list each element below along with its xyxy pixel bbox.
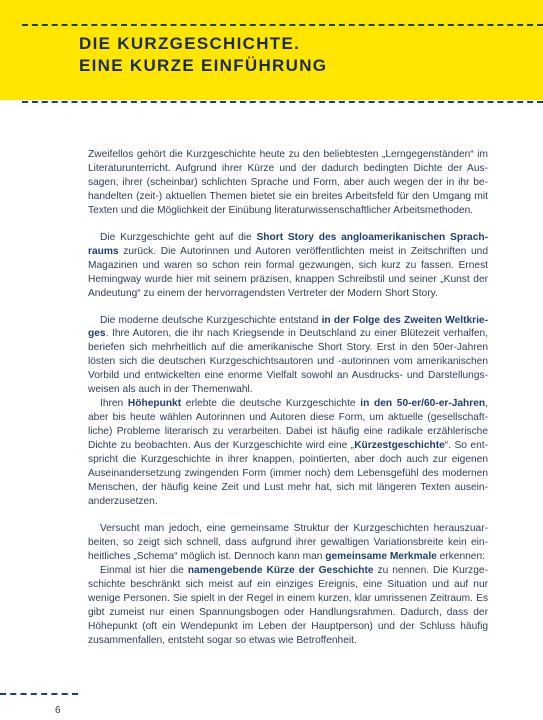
top-dashed-rule bbox=[22, 24, 543, 26]
header-bottom-dashed-rule bbox=[22, 101, 543, 103]
text-segment: zu nennen. Die Kurzgeschichte beschränkt sich meist auf ein einziges Ereignis, eine Situation und auf nur wenige Personen. Sie spielt in der Regel in einem kurzen, klar umrissenen Zeitraum. Es gibt zumeist nur einen Spannungsbogen oder Handlungsrahmen. Dadurch, dass der Höhepunkt (oft ein Wendepunkt im Leben der Hauptperson) und der Schluss häufig zusammenfallen, entsteht sogar so etwas wie Betroffenheit. bbox=[88, 564, 488, 646]
text-segment: erkennen: bbox=[436, 550, 485, 562]
bold-phrase: Kürzestgeschichte bbox=[354, 440, 445, 452]
title-line-1: DIE KURZGESCHICHTE. bbox=[79, 34, 301, 53]
text-segment: Zweifellos gehört die Kurzgeschichte heute zu den beliebtesten „Lerngegenständen“ im Literaturunterricht. Aufgrund ihrer Kürze und der dadurch bedingten Dichte der Aussagen, ihrer (scheinbar) schlichten Sprache und Form, aber auch wegen der in ihr behandelten (zeit-) aktuellen Themen bietet sie ein breites Arbeitsfeld für den Umgang mit Texten und die Möglichkeit der Einübung literaturwissenschaftlicher Arbeitsmethoden. bbox=[88, 149, 488, 216]
paragraph bbox=[88, 148, 488, 218]
page-title bbox=[79, 33, 327, 77]
bold-phrase: in der Folge des Zweiten Weltkrieges bbox=[88, 314, 489, 340]
page-number: 6 bbox=[55, 705, 61, 716]
bold-phrase: in den 50-er/60-er-Jahren bbox=[360, 398, 486, 410]
text-segment: . Ihre Autoren, die ihr nach Kriegsende in Deutschland zu einer Blütezeit verhalfen, beriefen sich mehrheitlich auf die amerikanische Short Story. Erst in den 50er-Jahren lösten sich die deutschen Kurzgeschichtsautoren und -autorinnen vom amerikanischen Vorbild und entwickelten eine enorme Vielfalt sowohl an Ausdrucks- und Darstellungsweisen als auch in der Themenwahl. bbox=[88, 328, 488, 396]
paragraph bbox=[88, 314, 488, 398]
bold-phrase: Short Story des angloamerikanischen Sprachraums bbox=[88, 231, 488, 257]
text-segment: Die moderne deutsche Kurzgeschichte entstand bbox=[100, 314, 322, 326]
text-segment: , aber bis heute wählen Autorinnen und Autoren diese Form, um aktuelle (gesellschaftliche) Probleme literarisch zu verarbeiten. Dabei ist häufig eine radikale erzählerische Dichte zu beobachten. Aus der Kurzgeschichte wird eine „ bbox=[88, 398, 488, 452]
bold-phrase: gemeinsame Merkmale bbox=[325, 550, 437, 562]
bold-phrase: Höhepunkt bbox=[127, 398, 182, 410]
footer-dashed-rule bbox=[0, 693, 78, 695]
title-line-2: EINE KURZE EINFÜHRUNG bbox=[79, 56, 328, 75]
text-segment: erlebte die deutsche Kurzgeschichte bbox=[181, 398, 361, 410]
text-segment: Versucht man jedoch, eine gemeinsame Struktur der Kurzgeschichten herauszuarbeiten, so zeigt sich schnell, dass aufgrund ihrer gewaltigen Variationsbreite kein einheitliches „Schema“ möglich ist. Dennoch kann man bbox=[88, 522, 488, 562]
text-segment: Ihren bbox=[100, 398, 128, 410]
paragraph bbox=[88, 564, 488, 648]
bold-phrase: namengebende Kürze der Geschichte bbox=[187, 564, 374, 576]
text-segment: Die Kurzgeschichte geht auf die bbox=[100, 231, 257, 243]
text-segment: Einmal ist hier die bbox=[100, 564, 188, 576]
paragraph bbox=[88, 522, 488, 564]
paragraph bbox=[88, 231, 488, 301]
paragraph bbox=[88, 397, 488, 509]
text-segment: zurück. Die Autorinnen und Autoren veröffentlichten meist in Zeitschriften und Magazinen und waren so schon rein formal gezwungen, sich kurz zu fassen. Ernest Hemingway wurde hier mit seinem präzisen, knappen Schreibstil und seiner „Kunst der Andeutung“ zu einem der hervorragendsten Vertreter der Modern Short Story. bbox=[88, 245, 488, 299]
body-text bbox=[88, 148, 488, 647]
text-segment: “. So entspricht die Kurzgeschichte in ihrer knappen, pointierten, aber doch auch zur eigenen Auseinandersetzung zwingenden Form (immer noch) dem Lebensgefühl des modernen Menschen, der häufig keine Zeit und Lust mehr hat, sich mit längeren Texten auseinanderzusetzen. bbox=[88, 440, 488, 507]
